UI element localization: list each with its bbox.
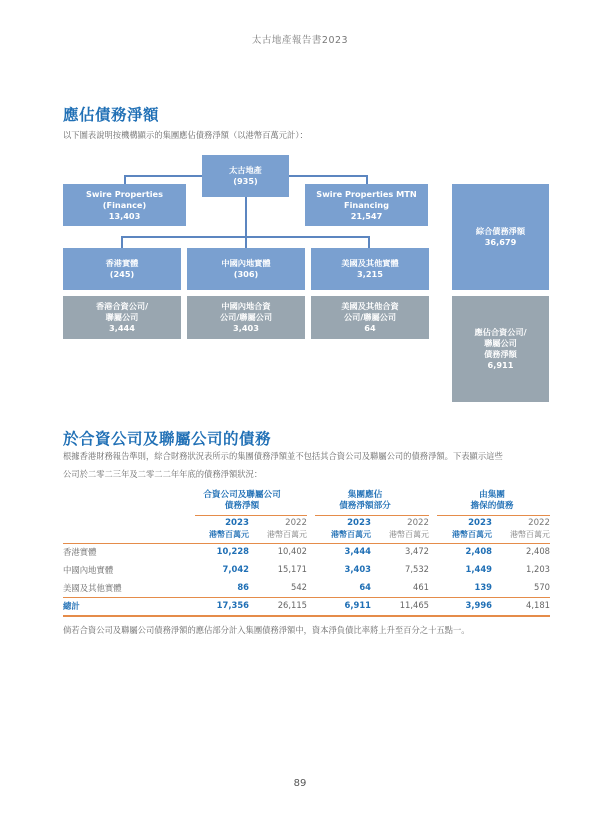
org-box-swire-mtn xyxy=(305,184,428,226)
year: 2023 xyxy=(225,518,249,528)
box-label: 香港實體 xyxy=(105,258,139,268)
box-label: 公司/聯屬公司 xyxy=(219,312,273,322)
year-header xyxy=(434,518,492,540)
connector-line xyxy=(245,197,247,237)
year-header xyxy=(313,518,371,540)
connector-line xyxy=(124,175,126,184)
connector-line xyxy=(121,236,123,248)
box-label: Swire Properties MTN xyxy=(316,188,417,199)
group-label: 擔保的債務 xyxy=(470,501,514,511)
box-label: 公司/聯屬公司 xyxy=(343,312,397,322)
footnote: 倘若合資公司及聯屬公司債務淨額的應佔部分計入集團債務淨額中，資本淨負債比率將上升至百分之十五點一。 xyxy=(63,625,470,635)
year: 2022 xyxy=(285,518,307,528)
cell: 6,911 xyxy=(344,600,371,610)
box-label: 綜合債務淨額 xyxy=(475,226,526,236)
connector-line xyxy=(245,236,247,248)
box-label: 中國內地實體 xyxy=(221,258,271,268)
box-value: 3,403 xyxy=(233,323,259,333)
box-value: 64 xyxy=(364,323,376,333)
year: 2022 xyxy=(407,518,429,528)
box-label: 太古地產 xyxy=(229,165,262,175)
org-box-attributable-jv-debt xyxy=(452,296,549,402)
section-paragraph-line2: 公司於二零二三年及二零二二年年底的債務淨額狀況： xyxy=(63,469,263,479)
connector-line xyxy=(368,236,370,248)
table-row xyxy=(63,579,550,597)
org-box-us-other-jv xyxy=(311,296,429,339)
cell: 4,181 xyxy=(526,600,550,610)
org-box-swire-finance xyxy=(63,184,186,226)
cell: 10,228 xyxy=(216,546,249,556)
cell: 139 xyxy=(474,582,492,592)
box-value: (306) xyxy=(233,269,259,279)
box-value: 6,911 xyxy=(487,360,514,370)
box-value: (935) xyxy=(233,176,258,186)
cell: 26,115 xyxy=(277,600,307,610)
box-label: 債務淨額 xyxy=(484,349,517,359)
divider xyxy=(437,515,550,516)
box-label: 聯屬公司 xyxy=(484,338,517,348)
cell: 2,408 xyxy=(465,546,492,556)
divider xyxy=(195,515,307,516)
section-title-jv-debt: 於合資公司及聯屬公司的債務 xyxy=(63,430,272,448)
box-value: 36,679 xyxy=(484,237,517,247)
year: 2022 xyxy=(528,518,550,528)
unit: 港幣百萬元 xyxy=(452,530,492,539)
connector-line xyxy=(366,175,368,184)
year: 2023 xyxy=(347,518,371,528)
cell: 3,472 xyxy=(405,546,429,556)
box-label: 美國及其他合資 xyxy=(341,301,399,311)
group-label: 債務淨額 xyxy=(224,501,260,511)
connector-line xyxy=(289,175,367,177)
bottom-rule xyxy=(63,615,550,617)
org-box-hk-entities xyxy=(63,248,181,290)
divider xyxy=(315,515,429,516)
box-label: 應佔合資公司/ xyxy=(474,327,527,337)
group-label: 由集團 xyxy=(479,490,505,500)
cell: 1,449 xyxy=(465,564,492,574)
unit: 港幣百萬元 xyxy=(510,530,550,539)
box-value: 3,444 xyxy=(109,323,135,333)
org-box-us-other-entities xyxy=(311,248,429,290)
cell: 1,203 xyxy=(526,564,550,574)
row-label: 中國內地實體 xyxy=(63,565,114,575)
column-group-header xyxy=(434,490,550,512)
cell: 7,042 xyxy=(222,564,249,574)
group-label: 合資公司及聯屬公司 xyxy=(203,490,281,500)
unit: 港幣百萬元 xyxy=(267,530,307,539)
unit: 港幣百萬元 xyxy=(209,530,249,539)
cell: 3,403 xyxy=(344,564,371,574)
group-label: 集團應佔 xyxy=(347,490,383,500)
column-group-header xyxy=(311,490,419,512)
org-box-mainland-entities xyxy=(187,248,305,290)
cell: 3,996 xyxy=(465,600,492,610)
cell: 7,532 xyxy=(405,564,429,574)
section-paragraph-line1: 根據香港財務報告準則，綜合財務狀況表所示的集團債務淨額並不包括其合資公司及聯屬公司的債務淨額。下表顯示這些 xyxy=(63,451,503,461)
section-title-attributable-net-debt: 應佔債務淨額 xyxy=(63,106,160,124)
year: 2023 xyxy=(468,518,492,528)
unit: 港幣百萬元 xyxy=(389,530,429,539)
connector-line xyxy=(124,175,202,177)
row-label: 香港實體 xyxy=(63,547,97,557)
cell: 461 xyxy=(413,582,429,592)
column-group-header xyxy=(188,490,296,512)
table-row xyxy=(63,543,550,561)
box-label: 美國及其他實體 xyxy=(341,258,399,268)
box-value: 21,547 xyxy=(350,210,383,221)
section-intro: 以下圖表說明按機構顯示的集團應佔債務淨額（以港幣百萬元計）： xyxy=(63,130,308,140)
cell: 542 xyxy=(291,582,307,592)
box-label: 香港合資公司/ xyxy=(95,301,149,311)
table-row xyxy=(63,561,550,579)
group-label: 債務淨額部分 xyxy=(339,501,391,511)
cell: 10,402 xyxy=(277,546,307,556)
cell: 3,444 xyxy=(344,546,371,556)
cell: 64 xyxy=(359,582,371,592)
year-header xyxy=(191,518,249,540)
unit: 港幣百萬元 xyxy=(331,530,371,539)
year-header xyxy=(369,518,429,540)
cell: 17,356 xyxy=(216,600,249,610)
box-value: 13,403 xyxy=(108,210,141,221)
page-number: 89 xyxy=(293,778,307,789)
org-box-hk-jv xyxy=(63,296,181,339)
org-box-consolidated-net-debt xyxy=(452,184,549,290)
table-row-total xyxy=(63,597,550,615)
year-header xyxy=(247,518,307,540)
box-label: Financing xyxy=(344,199,389,210)
box-label: Swire Properties (Finance) xyxy=(86,188,163,210)
cell: 570 xyxy=(534,582,550,592)
cell: 11,465 xyxy=(399,600,429,610)
row-label: 美國及其他實體 xyxy=(63,583,122,593)
row-label: 總計 xyxy=(63,601,80,611)
box-label: 中國內地合資 xyxy=(221,301,271,311)
cell: 2,408 xyxy=(526,546,550,556)
box-value: (245) xyxy=(109,269,135,279)
cell: 15,171 xyxy=(277,564,307,574)
box-label: 聯屬公司 xyxy=(105,312,139,322)
cell: 86 xyxy=(237,582,249,592)
org-box-swire-properties xyxy=(202,155,289,197)
org-box-mainland-jv xyxy=(187,296,305,339)
year-header xyxy=(490,518,550,540)
box-value: 3,215 xyxy=(357,269,383,279)
running-header: 太古地產報告書2023 xyxy=(251,35,349,46)
